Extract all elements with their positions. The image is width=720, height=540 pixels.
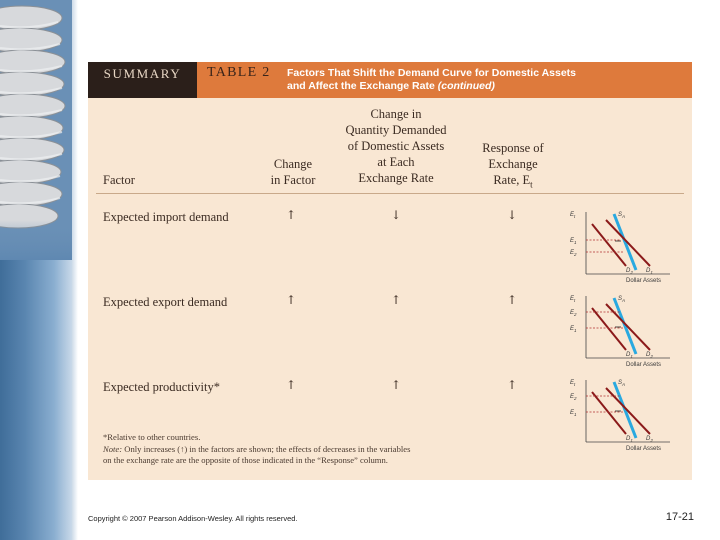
row-factor-import-demand: Expected import demand <box>103 210 229 224</box>
svg-text:E2 <box>570 394 577 401</box>
graph-level-top-label: E <box>570 238 575 244</box>
svg-text:SA <box>618 296 625 303</box>
summary-label: SUMMARY <box>103 66 182 81</box>
graph-level-bottom-label: E <box>570 326 575 332</box>
summary-box <box>88 62 197 98</box>
graph-curve-left-label: D <box>626 436 631 442</box>
svg-text:E2 <box>570 310 577 317</box>
svg-text:D1 <box>646 268 653 275</box>
row-response-arrow: ↑ <box>506 378 518 392</box>
graph-supply-subscript: A <box>622 214 626 219</box>
graph-level-bottom-label: E <box>570 250 575 256</box>
graph-supply-label: S <box>618 380 623 386</box>
graph-x-axis-label: Dollar Assets <box>626 362 662 368</box>
column-header-quantity <box>326 106 466 186</box>
title-line-1: Factors That Shift the Demand Curve for Domestic Assets <box>287 67 577 79</box>
column-header-quantity-line: Quantity Demanded <box>345 123 447 137</box>
graph-level-bottom-label: E <box>570 410 575 416</box>
svg-text:E1 <box>570 238 577 245</box>
title-line-2 <box>287 80 687 93</box>
svg-text:Et <box>570 380 576 387</box>
column-header-quantity-line: at Each <box>377 155 415 169</box>
graph-level-top-subscript: 2 <box>574 312 577 317</box>
column-header-response-line: Response of <box>482 141 544 155</box>
graph-curve-right-label: D <box>646 268 651 274</box>
graph-supply-subscript: A <box>622 382 626 387</box>
graph-curve-right-label: D <box>646 436 651 442</box>
graph-level-top-subscript: 1 <box>574 240 577 245</box>
column-header-change-line: in Factor <box>270 173 316 187</box>
graph-level-top-label: E <box>570 394 575 400</box>
graph-curve-right-subscript: 2 <box>650 438 653 443</box>
title-continued: (continued) <box>437 80 495 92</box>
row-response-arrow: ↑ <box>506 293 518 307</box>
column-header-change <box>248 156 338 188</box>
note-text: Only increases (↑) in the factors are shown; the effects of decreases in the variables <box>124 443 411 454</box>
graph-level-top-label: E <box>570 310 575 316</box>
svg-text:E2 <box>570 250 577 257</box>
graph-supply-label: S <box>618 212 623 218</box>
graph-y-axis-label: E <box>570 296 575 302</box>
graph-curve-left-label: D <box>626 268 631 274</box>
response-rate-subscript: t <box>530 179 533 190</box>
row-change-arrow: ↑ <box>285 378 297 392</box>
graph-y-axis-subscript: t <box>574 298 576 303</box>
header-divider <box>96 193 684 194</box>
graph-y-axis-label: E <box>570 212 575 218</box>
column-header-response <box>463 140 563 193</box>
table-number-label: TABLE 2 <box>207 65 271 80</box>
column-header-response-line: Exchange <box>488 157 538 171</box>
graph-curve-right-label: D <box>646 352 651 358</box>
svg-text:SA <box>618 380 625 387</box>
row-factor-productivity: Expected productivity* <box>103 380 220 394</box>
graph-curve-left-subscript: 1 <box>630 438 633 443</box>
graph-curve-left-subscript: 2 <box>630 270 633 275</box>
graph-y-axis-subscript: t <box>574 382 576 387</box>
note-line-1 <box>103 444 683 456</box>
table-title-bar <box>197 62 692 98</box>
slide-number: 17-21 <box>665 511 694 523</box>
svg-text:D1 <box>626 352 633 359</box>
left-strip-fade <box>72 0 78 540</box>
graph-curve-right-subscript: 2 <box>650 354 653 359</box>
row-factor-export-demand: Expected export demand <box>103 295 228 309</box>
graph-y-axis-subscript: t <box>574 214 576 219</box>
column-header-quantity-line: Change in <box>370 107 422 121</box>
row-quantity-arrow: ↓ <box>390 208 402 222</box>
copyright-footer: Copyright © 2007 Pearson Addison-Wesley. All rights reserved. <box>88 514 298 523</box>
coin-stack-image <box>0 0 72 260</box>
note-label: Note: <box>103 443 123 454</box>
column-header-change-line: Change <box>273 157 313 171</box>
left-decorative-strip <box>0 0 72 540</box>
svg-text:Et <box>570 296 576 303</box>
summary-table <box>88 62 692 480</box>
column-header-quantity-line: of Domestic Assets <box>347 139 445 153</box>
svg-text:SA <box>618 212 625 219</box>
row-quantity-arrow: ↑ <box>390 293 402 307</box>
table-notes <box>103 432 683 467</box>
svg-text:D2 <box>646 352 653 359</box>
graph-curve-right-subscript: 1 <box>650 270 653 275</box>
column-header-quantity-line: Exchange Rate <box>358 171 434 185</box>
column-header-response-line <box>463 172 563 193</box>
graph-x-axis-label: Dollar Assets <box>626 278 662 284</box>
graph-y-axis-label: E <box>570 380 575 386</box>
table-title <box>287 67 687 93</box>
asterisk-note: *Relative to other countries. <box>103 432 201 442</box>
import-demand-graph <box>566 208 676 288</box>
table-header <box>88 62 692 98</box>
graph-x-axis-label: Dollar Assets <box>626 446 662 452</box>
graph-supply-label: S <box>618 296 623 302</box>
note-line-2: on the exchange rate are the opposite of those indicated in the “Response” column. <box>103 455 388 465</box>
svg-text:E1 <box>570 410 577 417</box>
response-rate-label: Rate, E <box>493 173 531 187</box>
row-response-arrow: ↓ <box>506 208 518 222</box>
graph-supply-subscript: A <box>622 298 626 303</box>
graph-curve-left-label: D <box>626 352 631 358</box>
svg-text:D2 <box>626 268 633 275</box>
graph-curve-left-subscript: 1 <box>630 354 633 359</box>
graph-level-bottom-subscript: 2 <box>574 252 577 257</box>
graph-level-bottom-subscript: 1 <box>574 412 577 417</box>
export-demand-graph <box>566 292 676 372</box>
title-line-2-text: and Affect the Exchange Rate <box>287 80 435 92</box>
graph-level-top-subscript: 2 <box>574 396 577 401</box>
row-quantity-arrow: ↑ <box>390 378 402 392</box>
svg-text:Et <box>570 212 576 219</box>
column-header-factor: Factor <box>103 173 135 187</box>
graph-level-bottom-subscript: 1 <box>574 328 577 333</box>
row-change-arrow: ↑ <box>285 293 297 307</box>
svg-text:E1 <box>570 326 577 333</box>
row-change-arrow: ↑ <box>285 208 297 222</box>
